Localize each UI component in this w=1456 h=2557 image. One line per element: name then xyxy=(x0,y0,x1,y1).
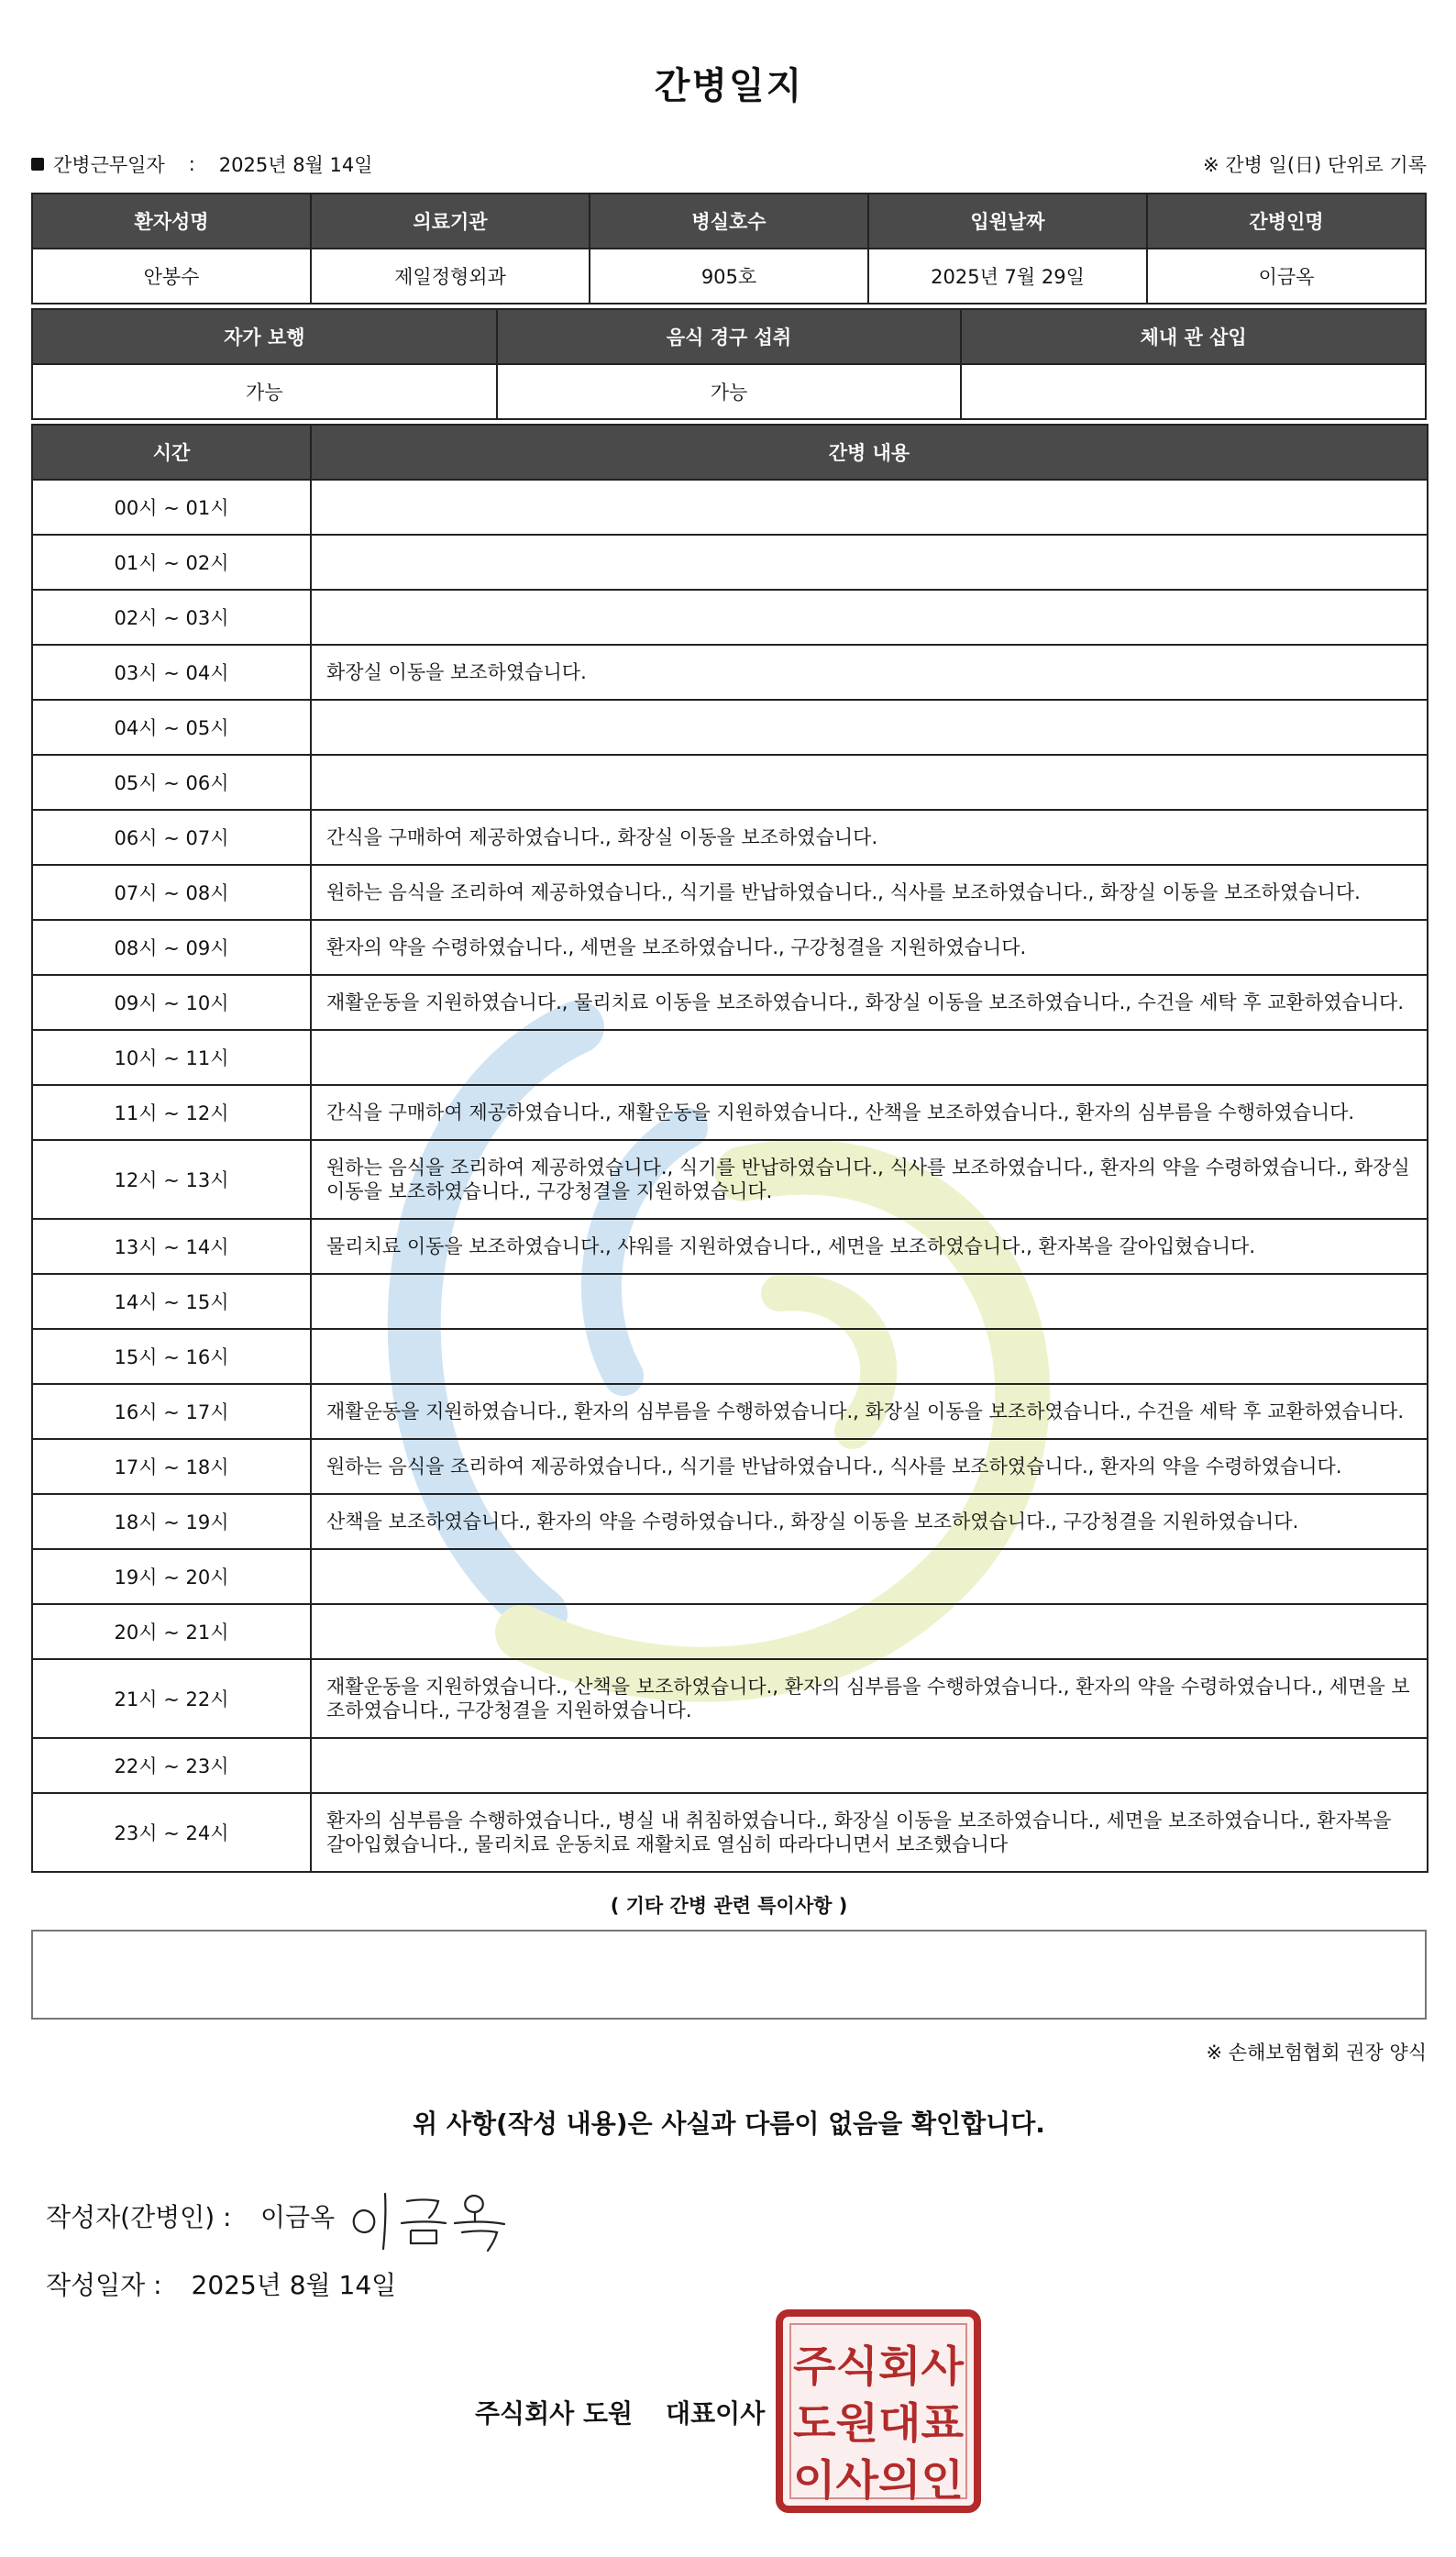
hospital-name: 제일정형외과 xyxy=(311,249,590,304)
content-cell xyxy=(311,480,1428,535)
header-room: 병실호수 xyxy=(590,194,868,249)
writer-row xyxy=(46,2197,335,2234)
form-source-note: ※ 손해보험협회 권장 양식 xyxy=(1206,2042,1427,2064)
bullet-icon xyxy=(31,158,44,171)
table-row xyxy=(32,700,1428,755)
time-cell: 00시 ~ 01시 xyxy=(32,480,311,535)
time-cell: 04시 ~ 05시 xyxy=(32,700,311,755)
time-cell: 16시 ~ 17시 xyxy=(32,1384,311,1439)
content-cell xyxy=(311,755,1428,810)
header-care-content: 간병 내용 xyxy=(311,425,1428,480)
caregiver-name: 이금옥 xyxy=(1147,249,1426,304)
time-cell: 10시 ~ 11시 xyxy=(32,1030,311,1085)
time-cell: 15시 ~ 16시 xyxy=(32,1329,311,1384)
header-caregiver-name: 간병인명 xyxy=(1147,194,1426,249)
content-cell xyxy=(311,1274,1428,1329)
content-cell: 재활운동을 지원하였습니다., 산책을 보조하였습니다., 환자의 심부름을 수행하였습니다., 환자의 약을 수령하였습니다., 세면을 보조하였습니다., 구강청결을 지원하였습니다. xyxy=(311,1659,1428,1738)
time-cell: 23시 ~ 24시 xyxy=(32,1793,311,1872)
writer-name: 이금옥 xyxy=(260,2202,336,2232)
time-cell: 14시 ~ 15시 xyxy=(32,1274,311,1329)
written-date-value: 2025년 8월 14일 xyxy=(191,2270,397,2300)
table-row xyxy=(32,480,1428,535)
unit-note: ※ 간병 일(日) 단위로 기록 xyxy=(1203,154,1427,176)
table-row xyxy=(32,535,1428,590)
table-row xyxy=(32,1219,1428,1274)
table-row xyxy=(32,645,1428,700)
table-row xyxy=(32,1274,1428,1329)
company-seal-stamp xyxy=(776,2309,981,2513)
seal-line-3: 이사의인 xyxy=(793,2455,964,2505)
self-walking-value: 가능 xyxy=(32,364,497,419)
table-row xyxy=(32,810,1428,865)
header-time: 시간 xyxy=(32,425,311,480)
company-row xyxy=(475,2394,765,2430)
time-cell: 02시 ~ 03시 xyxy=(32,590,311,645)
content-cell: 재활운동을 지원하였습니다., 환자의 심부름을 수행하였습니다., 화장실 이동을 보조하였습니다., 수건을 세탁 후 교환하였습니다. xyxy=(311,1384,1428,1439)
content-cell xyxy=(311,535,1428,590)
table-row xyxy=(32,1604,1428,1659)
page-title: 간병일지 xyxy=(654,65,804,107)
table-row xyxy=(32,1384,1428,1439)
time-cell: 20시 ~ 21시 xyxy=(32,1604,311,1659)
content-cell: 간식을 구매하여 제공하였습니다., 재활운동을 지원하였습니다., 산책을 보조하였습니다., 환자의 심부름을 수행하였습니다. xyxy=(311,1085,1428,1140)
table-row xyxy=(32,755,1428,810)
table-row xyxy=(32,975,1428,1030)
content-cell xyxy=(311,1738,1428,1793)
content-cell: 원하는 음식을 조리하여 제공하였습니다., 식기를 반납하였습니다., 식사를 보조하였습니다., 환자의 약을 수령하였습니다. xyxy=(311,1439,1428,1494)
header-patient-name: 환자성명 xyxy=(32,194,311,249)
work-date-separator: : xyxy=(188,153,195,175)
header-hospital: 의료기관 xyxy=(311,194,590,249)
notes-title: ( 기타 간병 관련 특이사항 ) xyxy=(610,1895,848,1917)
care-log-table xyxy=(31,424,1428,1873)
time-cell: 07시 ~ 08시 xyxy=(32,865,311,920)
content-cell: 산책을 보조하였습니다., 환자의 약을 수령하였습니다., 화장실 이동을 보조하였습니다., 구강청결을 지원하였습니다. xyxy=(311,1494,1428,1549)
content-cell xyxy=(311,590,1428,645)
content-cell xyxy=(311,700,1428,755)
table-row xyxy=(32,920,1428,975)
content-cell xyxy=(311,1329,1428,1384)
time-cell: 06시 ~ 07시 xyxy=(32,810,311,865)
handwritten-signature xyxy=(343,2174,526,2256)
table-row xyxy=(32,1329,1428,1384)
written-date-row xyxy=(46,2265,396,2302)
time-cell: 22시 ~ 23시 xyxy=(32,1738,311,1793)
meta-row xyxy=(31,149,1427,180)
work-date-value: 2025년 8월 14일 xyxy=(218,154,373,176)
header-admission-date: 입원날짜 xyxy=(868,194,1147,249)
time-cell: 18시 ~ 19시 xyxy=(32,1494,311,1549)
header-tube-insertion: 체내 관 삽입 xyxy=(961,309,1426,364)
time-cell: 05시 ~ 06시 xyxy=(32,755,311,810)
time-cell: 01시 ~ 02시 xyxy=(32,535,311,590)
room-number: 905호 xyxy=(590,249,868,304)
content-cell: 원하는 음식을 조리하여 제공하였습니다., 식기를 반납하였습니다., 식사를 보조하였습니다., 화장실 이동을 보조하였습니다. xyxy=(311,865,1428,920)
table-row xyxy=(32,1085,1428,1140)
table-row xyxy=(32,1659,1428,1738)
table-row xyxy=(32,1793,1428,1872)
table-row xyxy=(32,1140,1428,1219)
table-row xyxy=(32,590,1428,645)
content-cell: 물리치료 이동을 보조하였습니다., 샤워를 지원하였습니다., 세면을 보조하였습니다., 환자복을 갈아입혔습니다. xyxy=(311,1219,1428,1274)
time-cell: 19시 ~ 20시 xyxy=(32,1549,311,1604)
content-cell: 환자의 심부름을 수행하였습니다., 병실 내 취침하였습니다., 화장실 이동을 보조하였습니다., 세면을 보조하였습니다., 환자복을 갈아입혔습니다., 물리치료 운동치료 재활치료 열심히 따라다니면서 보조했습니다 xyxy=(311,1793,1428,1872)
notes-box xyxy=(31,1930,1427,2020)
oral-intake-value: 가능 xyxy=(497,364,962,419)
admission-date: 2025년 7월 29일 xyxy=(868,249,1147,304)
table-row xyxy=(32,1439,1428,1494)
time-cell: 12시 ~ 13시 xyxy=(32,1140,311,1219)
table-row xyxy=(32,1738,1428,1793)
written-date-label: 작성일자 : xyxy=(46,2270,162,2300)
content-cell: 환자의 약을 수령하였습니다., 세면을 보조하였습니다., 구강청결을 지원하였습니다. xyxy=(311,920,1428,975)
content-cell: 화장실 이동을 보조하였습니다. xyxy=(311,645,1428,700)
company-name: 주식회사 도원 xyxy=(475,2398,634,2429)
ability-table xyxy=(31,308,1427,420)
header-self-walking: 자가 보행 xyxy=(32,309,497,364)
time-cell: 17시 ~ 18시 xyxy=(32,1439,311,1494)
writer-label: 작성자(간병인) : xyxy=(46,2202,232,2232)
patient-info-table xyxy=(31,193,1427,304)
content-cell xyxy=(311,1030,1428,1085)
content-cell xyxy=(311,1604,1428,1659)
time-cell: 09시 ~ 10시 xyxy=(32,975,311,1030)
content-cell: 간식을 구매하여 제공하였습니다., 화장실 이동을 보조하였습니다. xyxy=(311,810,1428,865)
table-row xyxy=(32,1030,1428,1085)
table-row xyxy=(32,865,1428,920)
table-row xyxy=(32,1549,1428,1604)
content-cell xyxy=(311,1549,1428,1604)
time-cell: 03시 ~ 04시 xyxy=(32,645,311,700)
header-oral-intake: 음식 경구 섭취 xyxy=(497,309,962,364)
confirmation-statement: 위 사항(작성 내용)은 사실과 다름이 없음을 확인합니다. xyxy=(413,2109,1045,2139)
company-representative: 대표이사 xyxy=(666,2398,766,2429)
seal-line-2: 도원대표 xyxy=(793,2398,965,2448)
time-cell: 08시 ~ 09시 xyxy=(32,920,311,975)
tube-insertion-value xyxy=(961,364,1426,419)
time-cell: 11시 ~ 12시 xyxy=(32,1085,311,1140)
time-cell: 13시 ~ 14시 xyxy=(32,1219,311,1274)
patient-name: 안봉수 xyxy=(32,249,311,304)
seal-line-1: 주식회사 xyxy=(793,2341,965,2391)
work-date-label: 간병근무일자 xyxy=(53,154,165,176)
time-cell: 21시 ~ 22시 xyxy=(32,1659,311,1738)
content-cell: 원하는 음식을 조리하여 제공하였습니다., 식기를 반납하였습니다., 식사를 보조하였습니다., 환자의 약을 수령하였습니다., 화장실 이동을 보조하였습니다., 구강청결을 지원하였습니다. xyxy=(311,1140,1428,1219)
table-row xyxy=(32,1494,1428,1549)
content-cell: 재활운동을 지원하였습니다., 물리치료 이동을 보조하였습니다., 화장실 이동을 보조하였습니다., 수건을 세탁 후 교환하였습니다. xyxy=(311,975,1428,1030)
